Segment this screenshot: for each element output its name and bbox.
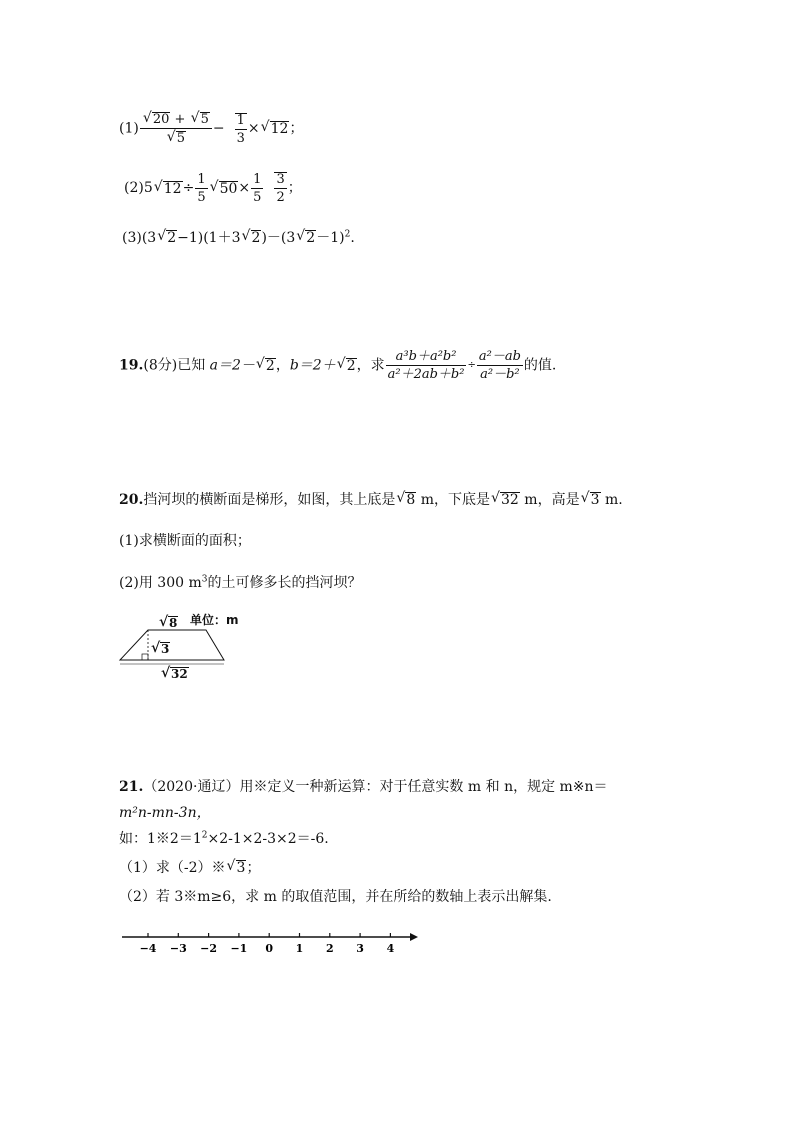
radical: √ 3: [590, 492, 601, 507]
punct: .: [350, 230, 355, 246]
problem-21-q2: （2）若 3※m≥6，求 m 的取值范围，并在所给的数轴上表示出解集.: [119, 889, 552, 905]
radical: √ 5: [176, 131, 186, 145]
text: ，求: [356, 357, 385, 374]
radical: √ 2: [166, 230, 177, 245]
punct: ；: [287, 180, 302, 196]
expr-part: )－(3: [261, 230, 296, 246]
radical: √ 20: [152, 112, 171, 126]
text: 的土可修多长的挡河坝？: [207, 575, 362, 591]
tick-label: 0: [265, 942, 274, 955]
exponent: 2: [344, 229, 351, 240]
radical: √ 2: [251, 230, 262, 245]
text: 挡河坝的横断面是梯形，如图，其上底是: [143, 492, 396, 508]
exponent: 3: [201, 574, 208, 585]
fraction: $\frac{\text{a²－ab}}{\text{a²－b²}}$: [478, 349, 521, 382]
problem-19: [119, 350, 556, 381]
item-label: (1): [119, 120, 139, 137]
punct: ，: [275, 357, 290, 374]
operator: ×: [238, 180, 251, 196]
tick-label: 3: [356, 942, 364, 955]
expr-part: (3)(3: [122, 230, 157, 246]
problem-20-stem: [119, 492, 623, 507]
tick-label: −4: [139, 942, 157, 955]
fraction: $\frac{1}{5}$: [253, 171, 262, 205]
problem-20-q2: [119, 576, 361, 590]
trapezoid-shape: [120, 630, 224, 660]
problem-number: 20.: [119, 492, 144, 508]
fraction: $\frac{1}{5}$: [197, 171, 206, 205]
punct: ；: [246, 860, 261, 876]
operator: −: [212, 120, 225, 137]
text: （1）求（-2）※: [119, 860, 226, 876]
operator: ×: [247, 120, 260, 137]
text: m.: [600, 492, 623, 508]
exponent: 2: [201, 830, 208, 841]
fraction: $\frac{1}{3}$: [236, 112, 245, 146]
problem-21-example: [119, 832, 329, 846]
tick-label: 4: [386, 942, 395, 955]
equation: b＝2＋: [289, 357, 336, 374]
equation: a＝2－: [209, 357, 255, 374]
text: m，下底是: [416, 492, 491, 508]
problem-number: 19.: [119, 357, 144, 374]
number-line-arrow: [410, 933, 418, 941]
fraction: $\frac{3}{2}$: [276, 172, 285, 205]
text: (2)用 300 m: [119, 575, 202, 591]
tick-label: −3: [169, 942, 187, 955]
radical: √ 32: [170, 667, 189, 680]
fraction: [140, 112, 212, 145]
radical: √ 3: [160, 642, 170, 655]
text: (8分)已知: [143, 357, 210, 374]
text: ×2-1×2-3×2＝-6.: [207, 831, 329, 847]
p18-item2: [124, 172, 302, 204]
item-label: (2)5: [124, 180, 153, 196]
expr-part: －1): [316, 230, 345, 246]
radical: √ 8: [405, 492, 416, 507]
fig-top-label: [158, 616, 178, 629]
tick-label: 2: [325, 942, 334, 955]
fig-unit-label: 单位：m: [190, 613, 239, 627]
problem-20-q1: (1)求横断面的面积；: [119, 533, 251, 549]
text: m，高是: [519, 492, 580, 508]
punct: ；: [289, 120, 304, 137]
tick-label: −2: [200, 942, 218, 955]
fig-bottom-label: [160, 667, 189, 680]
operator: +: [174, 112, 186, 127]
radical: √ 2: [265, 358, 276, 373]
operator: ÷: [182, 180, 195, 196]
expr-part: −1)(1＋3: [177, 230, 241, 246]
number-line: [118, 924, 428, 964]
tick-label: 1: [295, 942, 304, 955]
tick-label: −1: [230, 942, 248, 955]
fraction: $\frac{\text{a³b＋a²b²}}{\text{a²＋2ab＋b²}}$: [387, 349, 465, 382]
radical: √ 8: [168, 616, 178, 629]
radical: √ 3: [236, 860, 247, 875]
problem-21-q1: [119, 860, 260, 875]
text: 如：1※2＝1: [119, 831, 202, 847]
p18-item1: [119, 112, 303, 145]
radical: √ 2: [346, 358, 357, 373]
radical: √ 12: [270, 121, 290, 136]
radical: √ 5: [200, 112, 210, 126]
fig-height-label: [150, 642, 170, 655]
problem-number: 21.: [119, 779, 144, 795]
p18-item3: [122, 230, 355, 245]
right-angle-mark: [142, 654, 148, 660]
radical: √ 50: [219, 181, 239, 196]
text: （2020·通辽）用※定义一种新运算：对于任意实数 m 和 n，规定 m※n＝: [143, 779, 608, 795]
radical: √ 32: [500, 492, 520, 507]
text: 的值.: [523, 357, 557, 374]
radical: √ 12: [163, 181, 183, 196]
radical: √ 2: [305, 230, 316, 245]
problem-21-line2: m²n-mn-3n，: [119, 805, 211, 821]
problem-21-line1: [119, 780, 608, 794]
operator: ÷: [467, 359, 476, 371]
